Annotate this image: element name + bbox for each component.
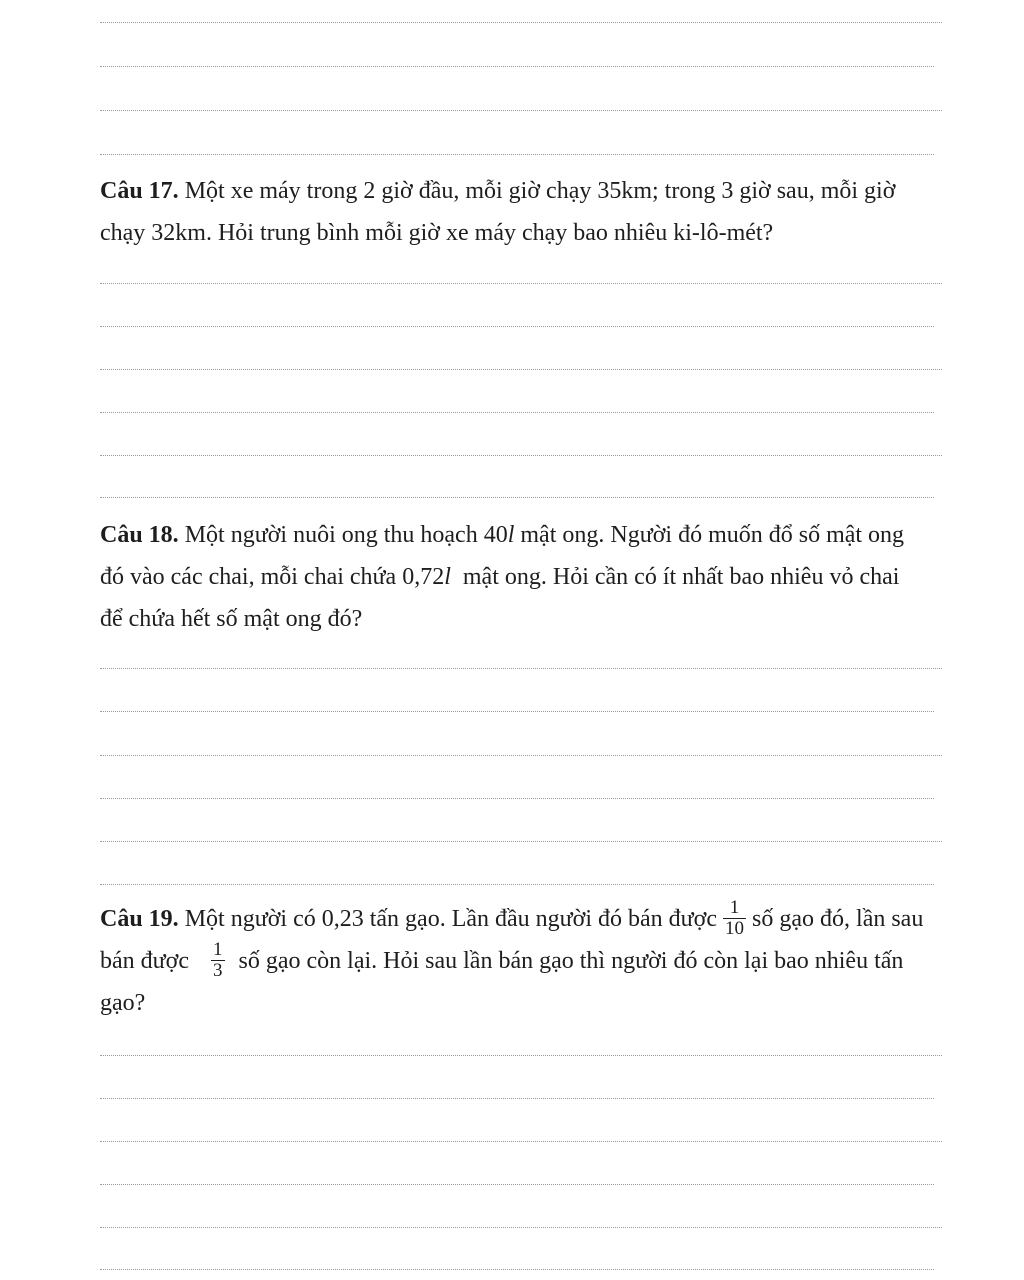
answer-line — [100, 412, 934, 413]
question-18-line-1 — [100, 514, 948, 556]
fraction-denominator: 10 — [725, 917, 745, 939]
question-18-text-2b: mật ong. Hỏi cần có ít nhất bao nhiêu vỏ chai — [462, 564, 900, 590]
answer-line — [100, 455, 942, 456]
question-17-label: Câu 17. — [100, 178, 179, 204]
answer-line — [100, 1269, 934, 1270]
answer-line — [100, 1055, 942, 1056]
fraction-one-third — [211, 940, 225, 981]
question-19-text-3: gạo? — [100, 990, 146, 1016]
question-17 — [100, 170, 948, 254]
answer-line — [100, 1184, 934, 1185]
question-17-line-1 — [100, 170, 948, 212]
fraction-numerator: 1 — [729, 896, 740, 918]
question-19-text-1b: số gạo đó, lần sau — [752, 906, 924, 932]
question-18-text-1b: mật ong. Người đó muốn đổ số mật ong — [520, 522, 905, 548]
answer-line — [100, 22, 942, 23]
answer-line — [100, 798, 934, 799]
question-19 — [100, 898, 948, 1024]
question-17-text-1: Một xe máy trong 2 giờ đầu, mỗi giờ chạy 35km; trong 3 giờ sau, mỗi giờ — [178, 178, 896, 204]
answer-line — [100, 1141, 942, 1142]
question-18-text-2a: đó vào các chai, mỗi chai chứa 0,72 — [100, 564, 445, 590]
question-18-line-3 — [100, 598, 948, 640]
answer-line — [100, 154, 934, 155]
question-18-text-1a: Một người nuôi ong thu hoạch 40 — [178, 522, 508, 548]
liter-unit: l — [507, 522, 515, 548]
answer-line — [100, 283, 942, 284]
fraction-one-tenth — [723, 898, 746, 939]
question-19-line-3 — [100, 982, 948, 1024]
question-18 — [100, 514, 948, 640]
answer-line — [100, 497, 934, 498]
question-17-text-2: chạy 32km. Hỏi trung bình mỗi giờ xe máy chạy bao nhiêu ki-lô-mét? — [100, 220, 774, 246]
answer-line — [100, 668, 942, 669]
answer-line — [100, 841, 942, 842]
question-19-text-2b: số gạo còn lại. Hỏi sau lần bán gạo thì người đó còn lại bao nhiêu tấn — [238, 948, 904, 974]
answer-line — [100, 711, 934, 712]
question-18-text-3: để chứa hết số mật ong đó? — [100, 606, 363, 632]
answer-line — [100, 369, 942, 370]
answer-line — [100, 755, 942, 756]
question-19-line-2 — [100, 940, 948, 982]
answer-line — [100, 884, 934, 885]
fraction-denominator: 3 — [213, 959, 223, 981]
liter-unit: l — [444, 564, 451, 590]
question-17-line-2 — [100, 212, 948, 254]
answer-line — [100, 326, 934, 327]
answer-line — [100, 1227, 942, 1228]
question-19-label: Câu 19. — [100, 906, 179, 932]
answer-line — [100, 66, 934, 67]
question-19-text-2a: bán được — [100, 948, 190, 974]
answer-line — [100, 110, 942, 111]
question-19-line-1 — [100, 898, 948, 940]
answer-line — [100, 1098, 934, 1099]
fraction-numerator: 1 — [213, 938, 223, 960]
question-18-label: Câu 18. — [100, 522, 179, 548]
question-19-text-1a: Một người có 0,23 tấn gạo. Lần đầu người đó bán được — [178, 906, 718, 932]
question-18-line-2 — [100, 556, 948, 598]
